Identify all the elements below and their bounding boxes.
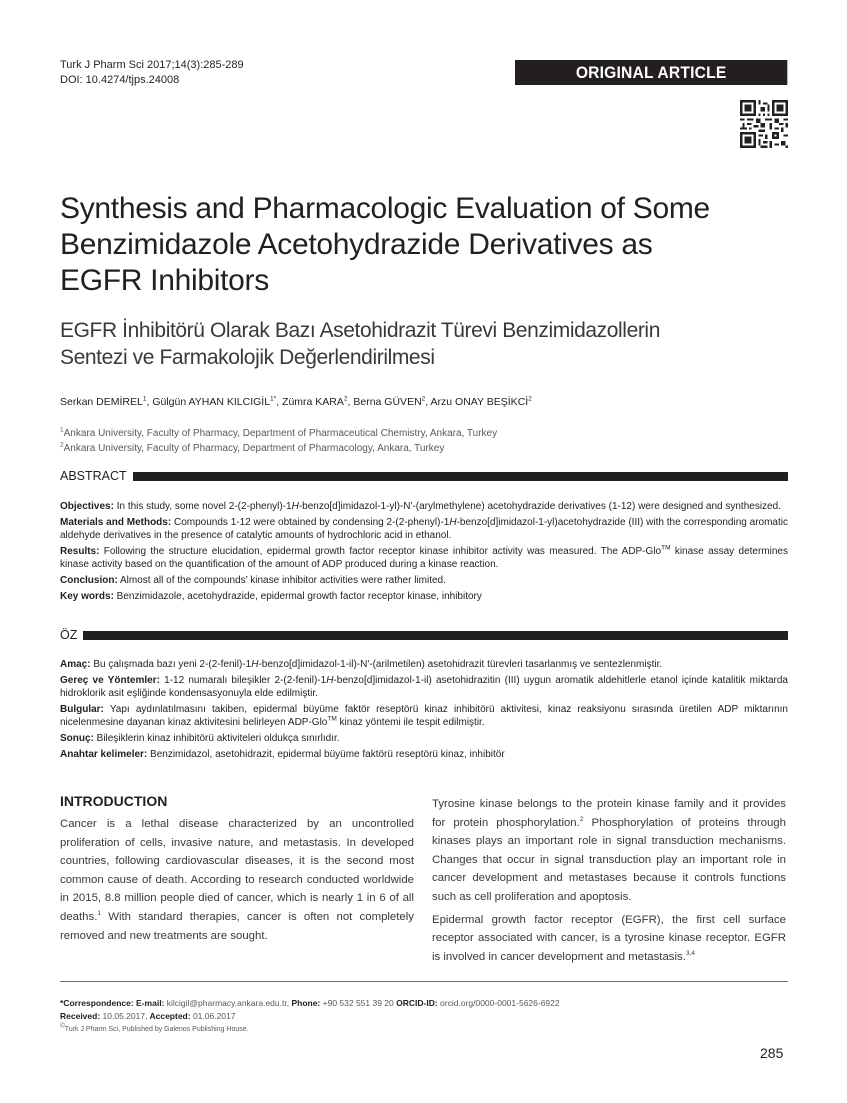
abstract-keywords: Key words: Benzimidazole, acetohydrazide, epidermal growth factor receptor kinase, inhibitory [60, 591, 482, 602]
abstract-body [60, 500, 788, 606]
introduction-heading: INTRODUCTION [60, 793, 168, 809]
author: Zümra KARA$^2$, [282, 395, 354, 408]
left-column [60, 815, 414, 949]
author: Berna GÜVEN$^2$, [353, 395, 431, 408]
oz-bulgular: Bulgular: Yapı aydınlatılmasını takiben, epidermal büyüme faktör reseptörü kinaz inhibitörü aktivitesi, kinaz reaksiyonu sırasında üretilen ADP miktarının nicelenmesine dayanan kinaz aktivitesini belirleyen ADP-Glo™ kinaz yöntemi ile tespit edilmiştir. [60, 704, 788, 728]
article-title [60, 191, 800, 299]
title-line: Synthesis and Pharmacologic Evaluation of Some [60, 192, 710, 225]
author: Gülgün AYHAN $KILCIGİL^{1*}$, [152, 395, 283, 408]
title-line: EGFR Inhibitors [60, 264, 269, 297]
oz-anahtar: Anahtar kelimeler: Benzimidazol, asetohidrazit, epidermal büyüme faktörü reseptörü kinaz, inhibitör [60, 749, 505, 760]
heading-bar [83, 631, 788, 640]
abstract-heading-label: ABSTRACT [60, 469, 127, 483]
abstract-methods: Materials and Methods: Compounds 1-12 were obtained by condensing 2-(2-phenyl)-1H-benzo[d]imidazol-1-yl)acetohydrazide (III) with the corresponding aromatic aldehyde derivatives in the presence of catalytic amounts of hydrochloric acid in ethanol. [60, 517, 788, 541]
oz-body [60, 658, 788, 764]
affiliation: $^2$Ankara University, Faculty of Pharmacy, Department of Pharmacology, Ankara, Turkey [60, 441, 445, 454]
affiliation: $^1$Ankara University, Faculty of Pharmacy, Department of Pharmaceutical Chemistry, Ankara, Turkey [60, 426, 498, 439]
oz-sonuc: Sonuç: Bileşiklerin kinaz inhibitörü aktiviteleri oldukça sınırlıdır. [60, 733, 340, 744]
abstract-results: Results: Following the structure elucidation, epidermal growth factor receptor kinase inhibitor activity was measured. The ADP-Glo™ kinase assay determines kinase activity based on the quantification of the amount of ADP produced during a kinase reaction. [60, 544, 788, 570]
qr-code-icon [740, 100, 788, 148]
oz-heading-label: ÖZ [60, 628, 78, 642]
author: Serkan DEMİREL$^1$, [60, 395, 153, 408]
oz-amac: Amaç: Bu çalışmada bazı yeni 2-(2-fenil)-1H-benzo[d]imidazol-1-il)-N'-(arilmetilen) asetohidrazit türevleri tasarlanmış ve sentezlenmiştir. [60, 659, 663, 670]
doi: DOI: 10.4274/tjps.24008 [60, 74, 180, 86]
footer-divider [60, 981, 788, 982]
author-list [60, 396, 532, 408]
orcid-link[interactable]: orcid.org/0000-0001-5626-6922 [437, 998, 560, 1008]
affiliations [60, 426, 497, 456]
abstract-objectives: Objectives: In this study, some novel 2-(2-phenyl)-1H-benzo[d]imidazol-1-yl)-N'-(arylmethylene) acetohydrazide derivatives (1-12) were designed and synthesized. [60, 501, 781, 512]
intro-paragraph: Cancer is a lethal disease characterized by an uncontrolled proliferation of cells, invasive nature, and metastasis. In developed countries, following cardiovascular diseases, it is the second most common cause of death. According to research conducted worldwide in 2015, 8.8 million people died of cancer, which is nearly 1 in 6 of all deaths.$^1$ With standard therapies, cancer is often not completely removed and new treatments are sought. [60, 818, 414, 942]
turkish-title-line: EGFR İnhibitörü Olarak Bazı Asetohidrazit Türevi Benzimidazollerin [60, 319, 660, 342]
correspondence: *Correspondence: E-mail: kilcigil@pharmacy.ankara.edu.tr, Phone: +90 532 551 39 20 ORCID-ID: orcid.org/0000-0001-5626-6922 [60, 998, 560, 1008]
page-number: 285 [760, 1045, 784, 1061]
turkish-title-line: Sentezi ve Farmakolojik Değerlendirilmesi [60, 346, 435, 369]
journal-meta [60, 58, 244, 88]
footnotes [60, 997, 560, 1036]
email-link[interactable]: kilcigil@pharmacy.ankara.edu.tr, [164, 998, 290, 1008]
intro-paragraph: Tyrosine kinase belongs to the protein kinase family and it provides for protein phosphorylation.$^2$ Phosphorylation of proteins through kinases plays an important role in signal transduction mechanisms. Changes that occur in signal transduction play an important role in cancer development and metastases because it controls functions such as cell proliferation and apoptosis. [432, 798, 786, 903]
oz-gerec: Gereç ve Yöntemler: 1-12 numaralı bileşikler 2-(2-fenil)-1H-benzo[d]imidazol-1-il) asetohidrazitin (III) uygun aromatik aldehitlerle etanol içinde katalitik miktarda hidroklorik asit eşliğinde kondensasyonuyla elde edilmiştir. [60, 675, 788, 699]
journal-citation: Turk J Pharm Sci 2017;14(3):285-289 [60, 59, 244, 71]
intro-paragraph: Epidermal growth factor receptor (EGFR), the first cell surface receptor associated with cancer, is a tyrosine kinase receptor. EGFR is involved in cancer development and metastasis.$^{3,4}$ [432, 913, 786, 963]
author: Arzu ONAY BEŞİKCİ$^2$ [430, 395, 532, 408]
article-type-banner: ORIGINAL ARTICLE [515, 60, 787, 85]
heading-bar [133, 472, 788, 481]
turkish-title [60, 317, 800, 371]
title-line: Benzimidazole Acetohydrazide Derivatives as [60, 228, 653, 261]
oz-heading [60, 628, 788, 642]
copyright: ©Turk J Pharm Sci, Published by Galenos Publishing House. [60, 1022, 249, 1033]
abstract-heading [60, 469, 788, 483]
dates: Received: 10.05.2017, Accepted: 01.06.2017 [60, 1011, 236, 1021]
abstract-conclusion: Conclusion: Almost all of the compounds’ kinase inhibitor activities were rather limited. [60, 575, 446, 586]
right-column [432, 795, 786, 970]
